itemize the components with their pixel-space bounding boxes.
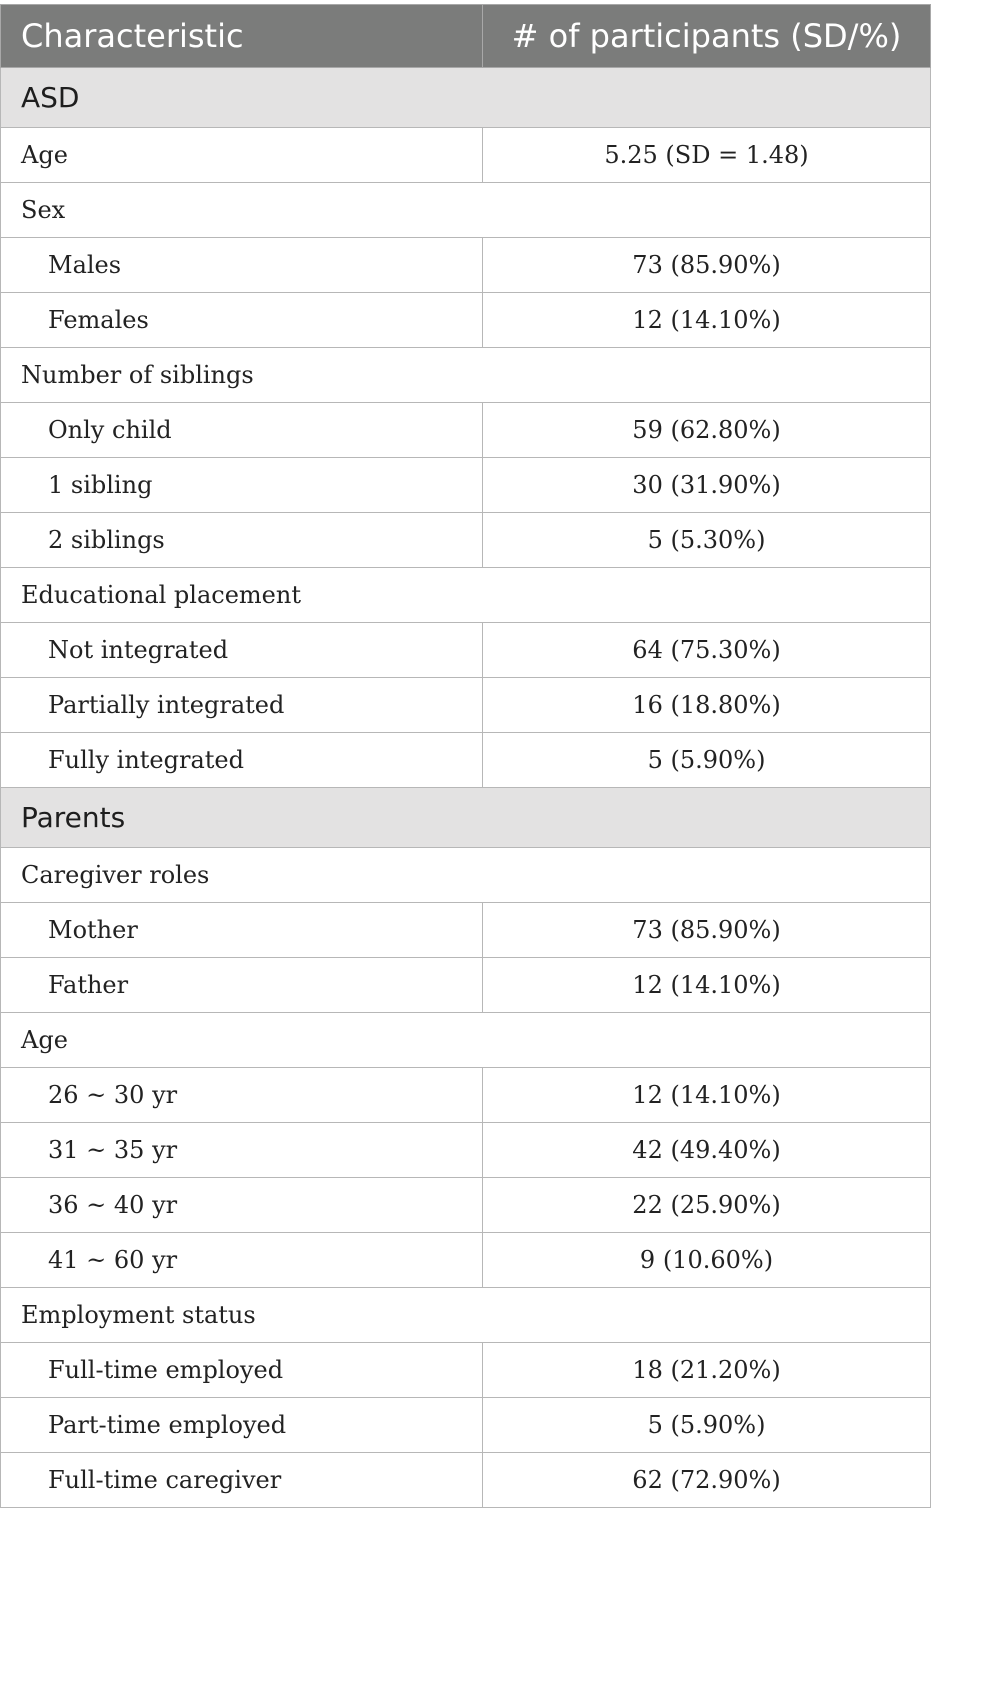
row-label: Age [1, 128, 483, 183]
header-characteristic: Characteristic [1, 5, 483, 68]
table-row [1, 1178, 931, 1233]
row-label: 36 ~ 40 yr [1, 1178, 483, 1233]
group-header-row [1, 848, 931, 903]
row-value: 9 (10.60%) [483, 1233, 931, 1288]
section-label: ASD [1, 68, 931, 128]
row-label: Partially integrated [1, 678, 483, 733]
row-value: 18 (21.20%) [483, 1343, 931, 1398]
row-label: 26 ~ 30 yr [1, 1068, 483, 1123]
table-row [1, 238, 931, 293]
table-row [1, 293, 931, 348]
row-value: 59 (62.80%) [483, 403, 931, 458]
table-row [1, 1453, 931, 1508]
table-row [1, 903, 931, 958]
table-body [1, 68, 931, 1508]
group-header-row [1, 1013, 931, 1068]
row-label: 2 siblings [1, 513, 483, 568]
group-label: Sex [1, 183, 931, 238]
group-header-row [1, 1288, 931, 1343]
group-label: Age [1, 1013, 931, 1068]
table-row [1, 733, 931, 788]
row-label: Females [1, 293, 483, 348]
group-header-row [1, 183, 931, 238]
row-value: 30 (31.90%) [483, 458, 931, 513]
group-label: Caregiver roles [1, 848, 931, 903]
row-label: Only child [1, 403, 483, 458]
group-label: Employment status [1, 1288, 931, 1343]
table-header-row [1, 5, 931, 68]
group-header-row [1, 568, 931, 623]
table-row [1, 678, 931, 733]
table-row [1, 513, 931, 568]
row-value: 12 (14.10%) [483, 1068, 931, 1123]
row-value: 42 (49.40%) [483, 1123, 931, 1178]
row-value: 16 (18.80%) [483, 678, 931, 733]
row-label: Full-time caregiver [1, 1453, 483, 1508]
group-header-row [1, 348, 931, 403]
table-row [1, 1398, 931, 1453]
table-row [1, 458, 931, 513]
row-value: 73 (85.90%) [483, 903, 931, 958]
row-label: Fully integrated [1, 733, 483, 788]
section-label: Parents [1, 788, 931, 848]
row-label: 31 ~ 35 yr [1, 1123, 483, 1178]
row-value: 5 (5.90%) [483, 1398, 931, 1453]
row-label: Father [1, 958, 483, 1013]
group-label: Educational placement [1, 568, 931, 623]
table-row [1, 623, 931, 678]
row-label: Mother [1, 903, 483, 958]
row-label: Males [1, 238, 483, 293]
participant-characteristics-table [0, 4, 931, 1508]
table-row [1, 1233, 931, 1288]
row-label: Full-time employed [1, 1343, 483, 1398]
row-label: 1 sibling [1, 458, 483, 513]
row-value: 62 (72.90%) [483, 1453, 931, 1508]
row-value: 5 (5.30%) [483, 513, 931, 568]
row-value: 5 (5.90%) [483, 733, 931, 788]
section-header-row [1, 68, 931, 128]
row-label: 41 ~ 60 yr [1, 1233, 483, 1288]
table-row [1, 403, 931, 458]
row-value: 73 (85.90%) [483, 238, 931, 293]
section-header-row [1, 788, 931, 848]
row-value: 12 (14.10%) [483, 293, 931, 348]
header-participants: # of participants (SD/%) [483, 5, 931, 68]
row-label: Part-time employed [1, 1398, 483, 1453]
group-label: Number of siblings [1, 348, 931, 403]
row-value: 64 (75.30%) [483, 623, 931, 678]
table-row [1, 1123, 931, 1178]
table-row [1, 1068, 931, 1123]
table-row [1, 128, 931, 183]
table-row [1, 958, 931, 1013]
row-value: 22 (25.90%) [483, 1178, 931, 1233]
row-value: 12 (14.10%) [483, 958, 931, 1013]
row-label: Not integrated [1, 623, 483, 678]
table-row [1, 1343, 931, 1398]
row-value: 5.25 (SD = 1.48) [483, 128, 931, 183]
